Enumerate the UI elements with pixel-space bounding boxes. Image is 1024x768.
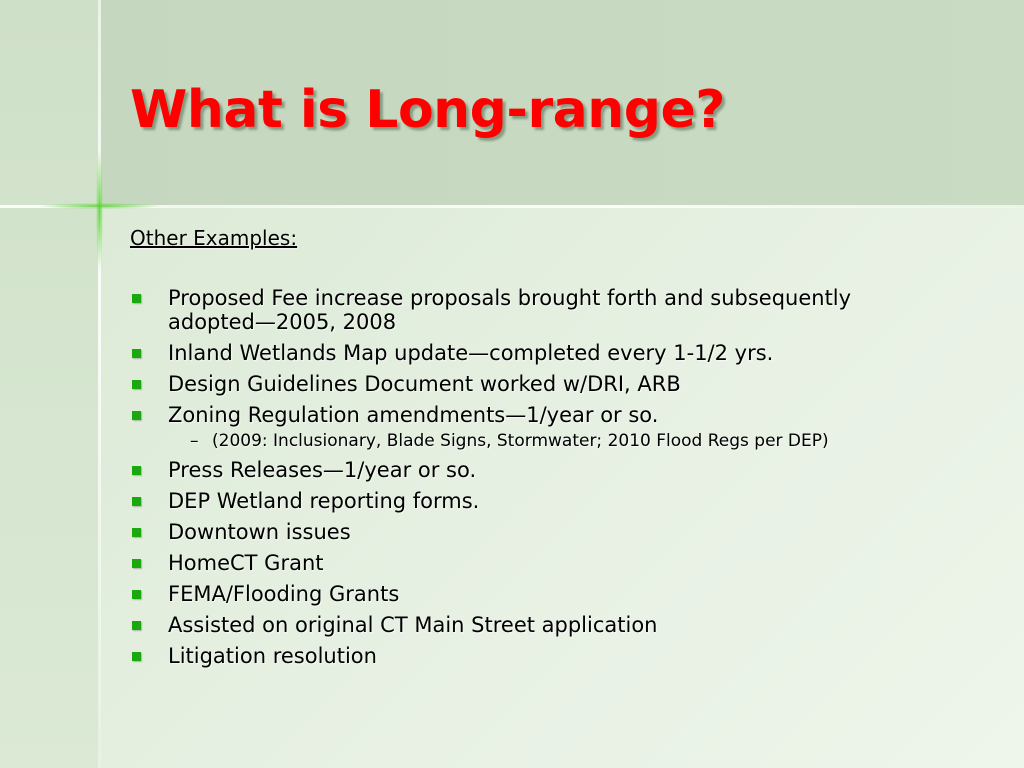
sub-bullet-item (168, 431, 930, 451)
sub-bullet-list (168, 431, 930, 451)
bullet-text: Litigation resolution (168, 644, 377, 668)
bullet-item (130, 458, 930, 482)
square-bullet-icon (132, 466, 141, 475)
bullet-item (130, 403, 930, 451)
bullet-text: Zoning Regulation amendments—1/year or so. (168, 403, 659, 427)
bullet-item (130, 520, 930, 544)
square-bullet-icon (132, 621, 141, 630)
square-bullet-icon (132, 411, 141, 420)
bullet-text: FEMA/Flooding Grants (168, 582, 400, 606)
bullet-item (130, 372, 930, 396)
bullet-text: Assisted on original CT Main Street application (168, 613, 658, 637)
bullet-item (130, 286, 930, 334)
left-decorative-band (0, 0, 100, 768)
bullet-item (130, 341, 930, 365)
square-bullet-icon (132, 590, 141, 599)
bullet-item (130, 551, 930, 575)
square-bullet-icon (132, 652, 141, 661)
bullet-item (130, 582, 930, 606)
bullet-list (130, 286, 930, 675)
square-bullet-icon (132, 497, 141, 506)
sub-bullet-text: (2009: Inclusionary, Blade Signs, Stormwater; 2010 Flood Regs per DEP) (212, 431, 829, 451)
bullet-text: HomeCT Grant (168, 551, 324, 575)
bullet-text: Inland Wetlands Map update—completed every 1-1/2 yrs. (168, 341, 774, 365)
bullet-item (130, 613, 930, 637)
square-bullet-icon (132, 294, 141, 303)
bullet-item (130, 644, 930, 668)
bullet-text: Proposed Fee increase proposals brought forth and subsequently adopted—2005, 2008 (168, 286, 852, 334)
bullet-text: Design Guidelines Document worked w/DRI, ARB (168, 372, 681, 396)
subheading-other-examples: Other Examples: (130, 226, 298, 250)
dash-bullet-icon: – (190, 431, 199, 451)
bullet-text: Downtown issues (168, 520, 351, 544)
slide-title: What is Long-range? (130, 80, 725, 140)
bullet-text: DEP Wetland reporting forms. (168, 489, 480, 513)
vertical-divider-line (98, 0, 101, 768)
square-bullet-icon (132, 559, 141, 568)
square-bullet-icon (132, 349, 141, 358)
bullet-item (130, 489, 930, 513)
sparkle-vertical-accent (96, 150, 103, 270)
bullet-text: Press Releases—1/year or so. (168, 458, 477, 482)
square-bullet-icon (132, 380, 141, 389)
square-bullet-icon (132, 528, 141, 537)
